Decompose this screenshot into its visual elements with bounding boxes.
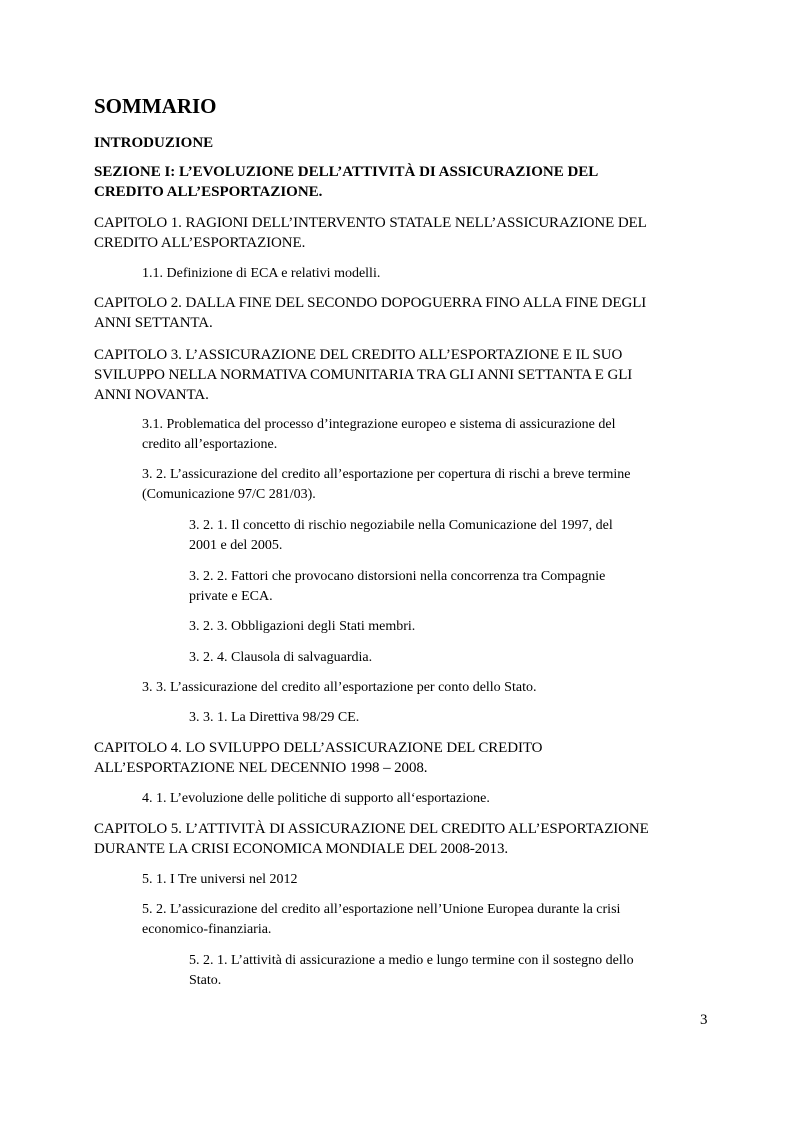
toc-item-5-1: 5. 1. I Tre universi nel 2012 <box>142 872 298 887</box>
toc-introduction: INTRODUZIONE <box>94 135 214 151</box>
toc-chapter-1: CAPITOLO 1. RAGIONI DELL’INTERVENTO STATALE NELL’ASSICURAZIONE DEL CREDITO ALL’ESPORTAZIONE. <box>94 215 647 251</box>
toc-item-3-2-4: 3. 2. 4. Clausola di salvaguardia. <box>189 650 373 665</box>
toc-item-3-2-3: 3. 2. 3. Obbligazioni degli Stati membri. <box>189 619 416 634</box>
page-title: SOMMARIO <box>94 94 217 118</box>
toc-chapter-5: CAPITOLO 5. L’ATTIVITÀ DI ASSICURAZIONE DEL CREDITO ALL’ESPORTAZIONE DURANTE LA CRISI ECONOMICA MONDIALE DEL 2008-2013. <box>94 821 649 857</box>
toc-item-3-2: 3. 2. L’assicurazione del credito all’esportazione per copertura di rischi a breve termine (Comunicazione 97/C 281/03). <box>142 467 631 502</box>
toc-chapter-3: CAPITOLO 3. L’ASSICURAZIONE DEL CREDITO ALL’ESPORTAZIONE E IL SUO SVILUPPO NELLA NORMATIVA COMUNITARIA TRA GLI ANNI SETTANTA E GLI ANNI NOVANTA. <box>94 347 633 403</box>
toc-chapter-2: CAPITOLO 2. DALLA FINE DEL SECONDO DOPOGUERRA FINO ALLA FINE DEGLI ANNI SETTANTA. <box>94 295 647 331</box>
toc-item-3-2-2: 3. 2. 2. Fattori che provocano distorsioni nella concorrenza tra Compagnie private e ECA. <box>189 569 606 604</box>
toc-item-5-2: 5. 2. L’assicurazione del credito all’esportazione nell’Unione Europea durante la crisi economico-finanziaria. <box>142 902 621 937</box>
toc-item-3-2-1: 3. 2. 1. Il concetto di rischio negoziabile nella Comunicazione del 1997, del 2001 e del 2005. <box>189 518 613 553</box>
toc-item-5-2-1: 5. 2. 1. L’attività di assicurazione a medio e lungo termine con il sostegno dello Stato. <box>189 953 634 988</box>
toc-item-4-1: 4. 1. L’evoluzione delle politiche di supporto all‘esportazione. <box>142 791 490 806</box>
toc-section-1: SEZIONE I: L’EVOLUZIONE DELL’ATTIVITÀ DI ASSICURAZIONE DEL CREDITO ALL’ESPORTAZIONE. <box>94 164 599 200</box>
toc-item-1-1: 1.1. Definizione di ECA e relativi modelli. <box>142 266 381 281</box>
toc-item-3-3-1: 3. 3. 1. La Direttiva 98/29 CE. <box>189 710 360 725</box>
toc-item-3-1: 3.1. Problematica del processo d’integrazione europeo e sistema di assicurazione del credito all’esportazione. <box>142 417 616 452</box>
page-number: 3 <box>700 1012 708 1028</box>
toc-chapter-4: CAPITOLO 4. LO SVILUPPO DELL’ASSICURAZIONE DEL CREDITO ALL’ESPORTAZIONE NEL DECENNIO 1998 – 2008. <box>94 740 543 776</box>
toc-item-3-3: 3. 3. L’assicurazione del credito all’esportazione per conto dello Stato. <box>142 680 537 695</box>
